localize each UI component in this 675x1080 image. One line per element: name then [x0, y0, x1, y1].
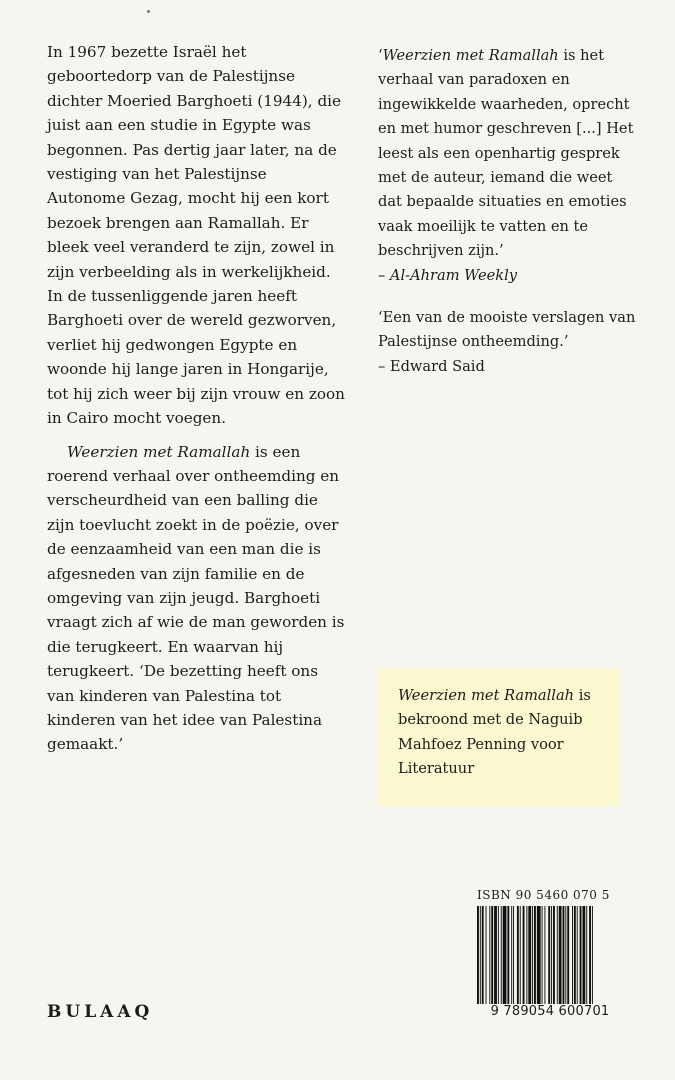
blurb-column: [47, 40, 347, 766]
review-column: [378, 44, 638, 379]
isbn-label: ISBN 90 5460 070 5: [477, 888, 610, 902]
barcode-bars: [477, 906, 622, 1006]
blurb-paragraph-2-text: is een roerend verhaal over ontheemding en verscheurdheid van een balling die zijn toevlucht zoekt in de poëzie, over de eenzaamheid van een man die is afgesneden van zijn familie en de omgeving van zijn jeugd. Barghoeti vraagt zich af wie de man geworden is die terugkeert. En waarvan hij terugkeert. ‘De bezetting heeft ons van kinderen van Palestina tot kinderen van het idee van Palestina gemaakt.’: [47, 442, 345, 754]
quote-open-mark: ‘: [378, 47, 383, 64]
review-source-1: [378, 264, 638, 288]
print-speck: [147, 10, 150, 13]
book-title-inline: Weerzien met Ramallah: [67, 442, 251, 461]
review-quote-2: ‘Een van de mooiste verslagen van Palestijnse ontheemding.’: [378, 309, 636, 351]
review-source-2: – Edward Said: [378, 357, 485, 375]
barcode: [477, 906, 622, 1016]
review-source-1-text: – Al-Ahram Weekly: [378, 266, 518, 284]
publisher-logo: BULAAQ: [47, 1002, 154, 1022]
award-box: [378, 668, 619, 806]
book-title-inline: Weerzien met Ramallah: [382, 47, 559, 64]
blurb-paragraph-1: [47, 40, 347, 431]
review-quote-1-text: is het verhaal van paradoxen en ingewikkelde waarheden, oprecht en met humor geschreven [...] Het leest als een openhartig gesprek met de auteur, iemand die weet dat bepaalde situaties en emoties vaak moeilijk te vatten en te beschrijven zijn.’: [378, 47, 634, 260]
review-quote-1: [378, 44, 638, 264]
book-title-inline: Weerzien met Ramallah: [398, 687, 575, 704]
blurb-paragraph-2: [47, 440, 347, 757]
blurb-paragraph-1-text: In 1967 bezette Israël het geboortedorp van de Palestijnse dichter Moeried Barghoeti (1944), die juist aan een studie in Egypte was begonnen. Pas dertig jaar later, na de vestiging van het Palestijnse Autonome Gezag, mocht hij een kort bezoek brengen aan Ramallah. Er bleek veel veranderd te zijn, zowel in zijn verbeelding als in werkelijkheid. In de tussenliggende jaren heeft Barghoeti over de wereld gezworven, verliet hij gedwongen Egypte en woonde hij lange jaren in Hongarije, tot hij zich weer bij zijn vrouw en zoon in Cairo mocht voegen.: [47, 43, 345, 428]
barcode-number: 9 789054 600701: [477, 1004, 623, 1019]
award-text: is bekroond met de Naguib Mahfoez Penning voor Literatuur: [398, 687, 591, 778]
